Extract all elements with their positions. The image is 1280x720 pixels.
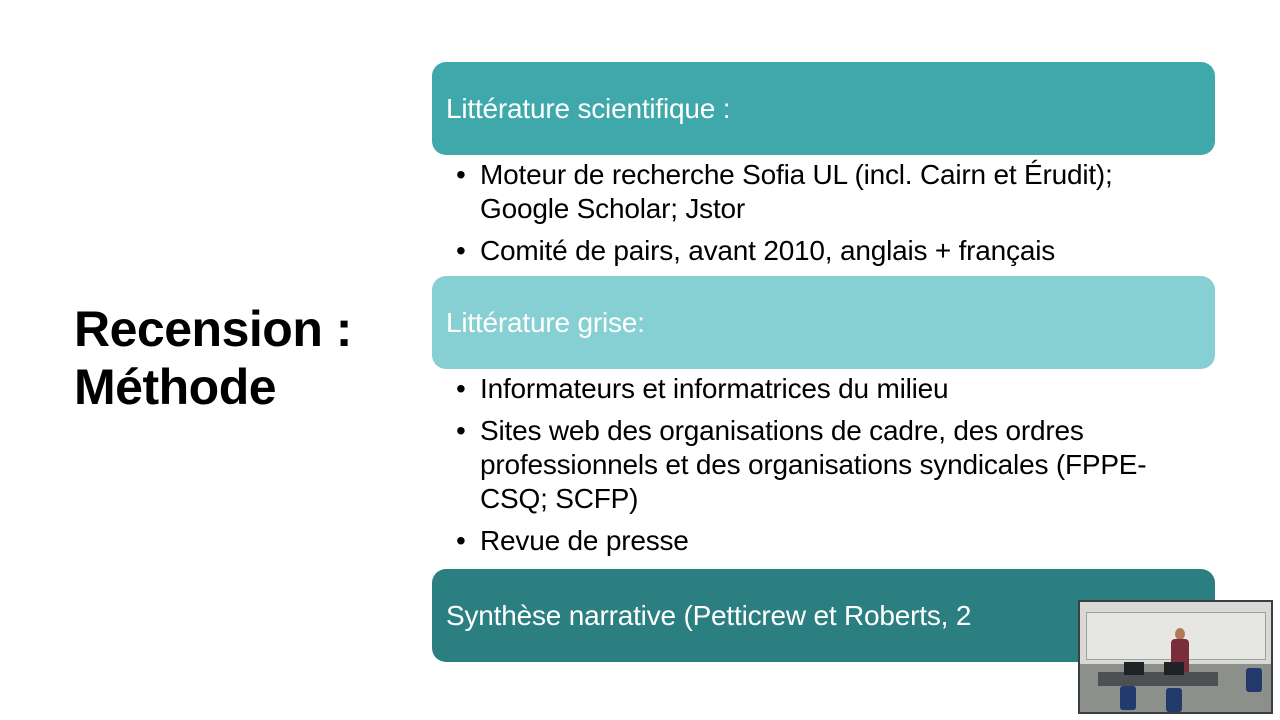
- bullet-list-grey-literature: [452, 372, 1192, 566]
- bullet-icon: •: [456, 525, 466, 556]
- slide-title-line-2: Méthode: [74, 359, 277, 415]
- bullet-icon: •: [456, 373, 466, 404]
- section-heading-scientific: [432, 62, 1215, 155]
- list-item: [452, 234, 1192, 268]
- list-item-text: Informateurs et informatrices du milieu: [480, 373, 949, 404]
- list-item-text: Moteur de recherche Sofia UL (incl. Cairn et Érudit); Google Scholar; Jstor: [480, 159, 1113, 224]
- bullet-icon: •: [456, 159, 466, 190]
- video-monitor: [1124, 662, 1144, 675]
- list-item: [452, 524, 1192, 558]
- list-item-text: Revue de presse: [480, 525, 689, 556]
- section-heading-label: Synthèse narrative (Petticrew et Roberts, 2: [446, 599, 972, 631]
- bullet-list-scientific: [452, 158, 1192, 276]
- presenter-video-icon[interactable]: [1078, 600, 1273, 714]
- section-heading-grey-literature: [432, 276, 1215, 369]
- video-desk: [1098, 672, 1218, 686]
- slide-title-line-1: Recension :: [74, 301, 352, 357]
- section-heading-label: Littérature grise:: [446, 306, 645, 338]
- list-item: [452, 414, 1192, 516]
- bullet-icon: •: [456, 415, 466, 446]
- list-item: [452, 158, 1192, 226]
- video-monitor: [1164, 662, 1184, 675]
- slide-title: [74, 300, 414, 416]
- section-heading-label: Littérature scientifique :: [446, 92, 731, 124]
- video-chair: [1120, 686, 1136, 710]
- list-item: [452, 372, 1192, 406]
- video-chair: [1166, 688, 1182, 712]
- list-item-text: Sites web des organisations de cadre, des ordres professionnels et des organisations syndicales (FPPE-CSQ; SCFP): [480, 415, 1147, 514]
- list-item-text: Comité de pairs, avant 2010, anglais + français: [480, 235, 1056, 266]
- bullet-icon: •: [456, 235, 466, 266]
- video-chair: [1246, 668, 1262, 692]
